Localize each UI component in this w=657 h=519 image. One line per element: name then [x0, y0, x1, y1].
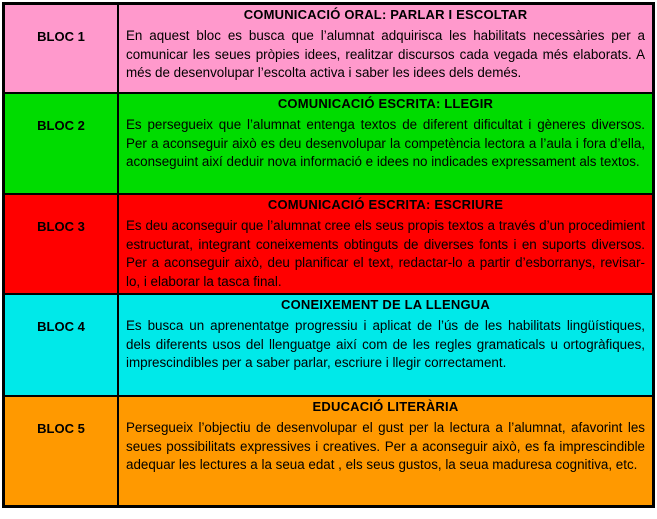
bloc-2-title: COMUNICACIÓ ESCRITA: LLEGIR [277, 96, 494, 111]
bloc-2-body: Es persegueix que l’alumnat entenga textos de diferent dificultat i gèneres diversos. Per a aconseguir això es deu desenvolupar la competència lectora a l’aula i fora d’ella, aconseguint així deduir nova informació e idees no indicades expressament als textos. [126, 117, 645, 170]
bloc-4-content [119, 295, 652, 395]
bloc-4-body: Es busca un aprenentatge progressiu i aplicat de l’ús de les habilitats lingüístiques, dels diferents usos del llenguatge així com de les regles gramaticals u ortogràfiques, imprescindibles per a saber parlar, escriure i llegir correctament. [126, 318, 645, 371]
bloc-5-body: Persegueix l’objectiu de desenvolupar el gust per la lectura a l’alumnat, afavorint les seues possibilitats expressives i creatives. Per a aconseguir això, es fa imprescindible adequar les lectures a la seua edat , els seus gustos, la seua maduresa cognitiva, etc. [126, 420, 645, 473]
bloc-1-body: En aquest bloc es busca que l’alumnat adquirisca les habilitats necessàries per a comunicar les seues pròpies idees, realitzar discursos cada vegada més elaborats. A més de desenvolupar l’escolta activa i saber les idees dels demés. [126, 28, 645, 81]
bloc-4-label: BLOC 4 [5, 295, 119, 395]
bloc-4-title: CONEIXEMENT DE LA LLENGUA [281, 297, 490, 312]
bloc-row-4 [5, 295, 652, 397]
blocks-table [2, 2, 655, 508]
bloc-row-2 [5, 94, 652, 195]
bloc-3-title: COMUNICACIÓ ESCRITA: ESCRIURE [267, 197, 504, 212]
bloc-3-label: BLOC 3 [5, 195, 119, 293]
bloc-1-content [119, 5, 652, 92]
bloc-1-label: BLOC 1 [5, 5, 119, 92]
bloc-3-content [119, 195, 652, 293]
bloc-2-content [119, 94, 652, 193]
bloc-1-title: COMUNICACIÓ ORAL: PARLAR I ESCOLTAR [243, 7, 528, 22]
bloc-2-label: BLOC 2 [5, 94, 119, 193]
bloc-row-5 [5, 397, 652, 505]
bloc-row-1 [5, 5, 652, 94]
bloc-3-body: Es deu aconseguir que l’alumnat cree els seus propis textos a través d’un procedimient estructurat, integrant coneixements obtinguts de diverses fonts i en suports diversos. Per a aconseguir això, deu planificar el text, redactar-lo a partir d’esborranys, revisar-lo, i elaborar la tasca final. [126, 218, 645, 289]
bloc-5-title: EDUCACIÓ LITERÀRIA [312, 399, 459, 414]
bloc-5-label: BLOC 5 [5, 397, 119, 505]
bloc-row-3 [5, 195, 652, 295]
bloc-5-content [119, 397, 652, 505]
